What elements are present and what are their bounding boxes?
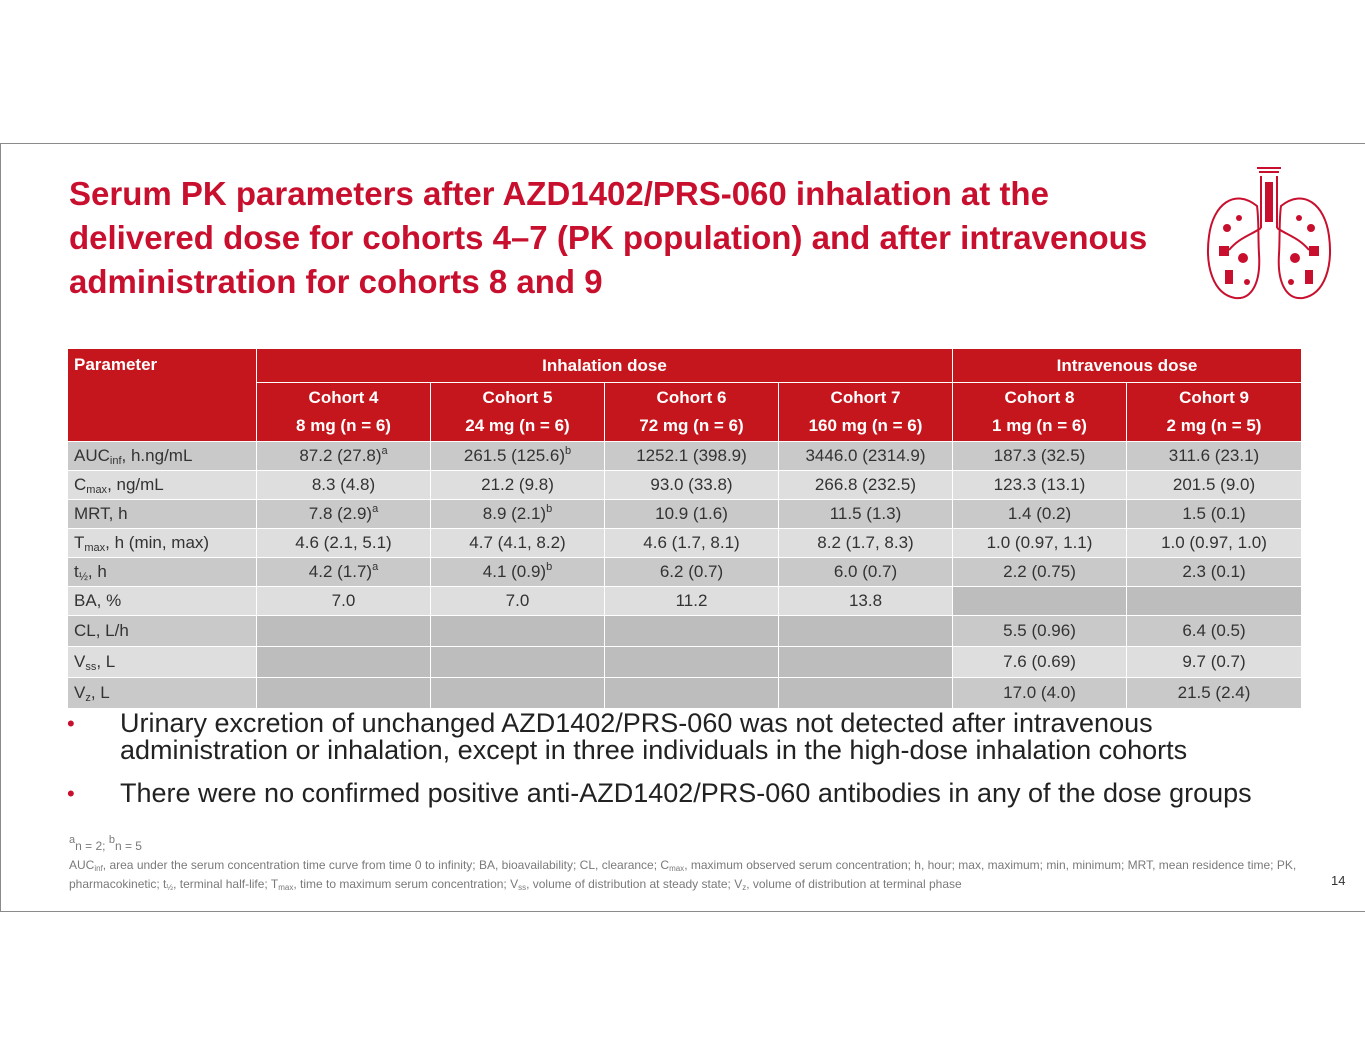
value-cell: [431, 471, 605, 500]
parameter-unit: , h.ng/mL: [121, 446, 193, 465]
value-cell: [431, 587, 605, 616]
cell-value: 8.2 (1.7, 8.3): [817, 533, 914, 552]
parameter-subscript: ½: [78, 571, 88, 583]
parameter-name: C: [74, 475, 87, 494]
table-row: [68, 678, 1302, 709]
value-cell: [431, 558, 605, 587]
empty-cell: [953, 587, 1127, 616]
bullet-text: Urinary excretion of unchanged AZD1402/PRS-060 was not detected after intravenous administration or inhalation, except in three individuals in the high-dose inhalation cohorts: [120, 708, 1188, 765]
value-cell: [779, 442, 953, 471]
parameter-cell: [68, 529, 257, 558]
cell-value: 3446.0 (2314.9): [805, 446, 926, 465]
value-cell: [779, 500, 953, 529]
cell-value: 261.5 (125.6): [463, 446, 565, 465]
cohort-name: Cohort 7: [830, 388, 901, 407]
bullet-item: [67, 780, 1287, 807]
bullet-list: [67, 710, 1287, 823]
empty-cell: [605, 647, 779, 678]
parameter-cell: [68, 558, 257, 587]
table-row: [68, 500, 1302, 529]
cell-value: 1.0 (0.97, 1.0): [1161, 533, 1267, 552]
parameter-unit: , L: [90, 683, 110, 702]
cell-value: 6.4 (0.5): [1182, 621, 1246, 640]
parameter-name: BA, %: [74, 591, 122, 610]
value-cell: [779, 558, 953, 587]
cohort-dose: 1 mg (n = 6): [992, 416, 1087, 435]
parameter-cell: [68, 500, 257, 529]
table-row: [68, 442, 1302, 471]
table-row: [68, 471, 1302, 500]
empty-cell: [431, 678, 605, 709]
parameter-subscript: z: [85, 692, 91, 704]
pk-parameters-table: [67, 348, 1302, 709]
value-cell: [257, 442, 431, 471]
cohort-dose: 8 mg (n = 6): [296, 416, 391, 435]
cell-value: 9.7 (0.7): [1182, 652, 1246, 671]
value-cell: [257, 471, 431, 500]
cohort-header: [953, 383, 1127, 442]
value-cell: [605, 529, 779, 558]
empty-cell: [431, 616, 605, 647]
cohort-header: [1127, 383, 1302, 442]
parameter-name: MRT, h: [74, 504, 128, 523]
parameter-header: Parameter: [68, 349, 257, 442]
parameter-subscript: ss: [85, 661, 97, 673]
value-cell: [605, 558, 779, 587]
cell-value: 7.0: [331, 591, 356, 610]
bullet-marker: •: [67, 711, 75, 736]
footnote-marker: a: [381, 445, 388, 457]
cell-value: 266.8 (232.5): [814, 475, 917, 494]
page-number: 14: [1331, 873, 1346, 888]
footnote-marker: b: [565, 445, 572, 457]
abbr-text: , area under the serum concentration time curve from time 0 to infinity; BA, bioavailability; CL, clearance; C: [102, 858, 670, 872]
footnote-text: n = 5: [114, 839, 142, 853]
cell-value: 17.0 (4.0): [1003, 683, 1076, 702]
cell-value: 7.0: [505, 591, 530, 610]
parameter-name: T: [74, 533, 85, 552]
abbr-text: , time to maximum serum concentration; V: [293, 877, 519, 891]
cell-value: 10.9 (1.6): [655, 504, 728, 523]
cohort-header: [779, 383, 953, 442]
table-row: [68, 558, 1302, 587]
value-cell: [1127, 616, 1302, 647]
value-cell: [257, 558, 431, 587]
value-cell: [953, 471, 1127, 500]
cell-value: 11.2: [675, 591, 708, 610]
value-cell: [431, 442, 605, 471]
cell-value: 2.2 (0.75): [1003, 562, 1076, 581]
abbr-sub: inf: [94, 864, 103, 873]
value-cell: [257, 587, 431, 616]
cell-value: 4.2 (1.7): [308, 562, 373, 581]
value-cell: [953, 647, 1127, 678]
cohort-dose: 24 mg (n = 6): [465, 416, 570, 435]
parameter-name: V: [74, 683, 86, 702]
abbr-sub: ½: [166, 883, 174, 892]
table-group-header-row: [68, 349, 1302, 383]
value-cell: [953, 616, 1127, 647]
value-cell: [431, 529, 605, 558]
empty-cell: [605, 678, 779, 709]
footnote-marker: b: [546, 503, 553, 515]
value-cell: [1127, 647, 1302, 678]
footnote-marker: b: [108, 834, 115, 846]
parameter-cell: [68, 616, 257, 647]
cell-value: 11.5 (1.3): [829, 504, 902, 523]
parameter-subscript: inf: [109, 455, 122, 467]
value-cell: [605, 471, 779, 500]
value-cell: [1127, 471, 1302, 500]
parameter-unit: , L: [96, 652, 116, 671]
value-cell: [257, 500, 431, 529]
parameter-subscript: max: [84, 542, 106, 554]
parameter-subscript: max: [86, 484, 108, 496]
abbr-text: , terminal half-life; T: [173, 877, 279, 891]
slide-title: Serum PK parameters after AZD1402/PRS-060 inhalation at the delivered dose for cohorts 4–7 (PK population) and after intravenous administration for cohorts 8 and 9: [69, 175, 1148, 300]
cell-value: 4.7 (4.1, 8.2): [469, 533, 566, 552]
footnote-text: n = 2;: [75, 839, 109, 853]
cell-value: 4.6 (1.7, 8.1): [643, 533, 740, 552]
value-cell: [953, 558, 1127, 587]
parameter-cell: [68, 471, 257, 500]
table-row: [68, 647, 1302, 678]
value-cell: [953, 529, 1127, 558]
parameter-cell: [68, 678, 257, 709]
footnote-sample-sizes: [69, 834, 142, 853]
parameter-name: AUC: [74, 446, 110, 465]
empty-cell: [605, 616, 779, 647]
bullet-text: There were no confirmed positive anti-AZD1402/PRS-060 antibodies in any of the dose groups: [120, 778, 1252, 808]
parameter-name: V: [74, 652, 86, 671]
value-cell: [779, 529, 953, 558]
table-row: [68, 529, 1302, 558]
footnote-marker: a: [372, 561, 379, 573]
cohort-name: Cohort 8: [1004, 388, 1075, 407]
cell-value: 1.0 (0.97, 1.1): [986, 533, 1093, 552]
cell-value: 21.2 (9.8): [481, 475, 554, 494]
cohort-dose: 2 mg (n = 5): [1166, 416, 1262, 435]
cell-value: 7.8 (2.9): [308, 504, 373, 523]
cell-value: 187.3 (32.5): [993, 446, 1086, 465]
intravenous-dose-header: Intravenous dose: [953, 349, 1302, 383]
slide: [0, 143, 1365, 912]
parameter-unit: , h: [87, 562, 107, 581]
cell-value: 93.0 (33.8): [650, 475, 733, 494]
cell-value: 2.3 (0.1): [1182, 562, 1246, 581]
bullet-marker: •: [67, 781, 75, 806]
cell-value: 4.1 (0.9): [482, 562, 547, 581]
empty-cell: [1127, 587, 1302, 616]
cell-value: 1.5 (0.1): [1182, 504, 1246, 523]
footnote-abbreviations: [69, 856, 1329, 894]
empty-cell: [779, 616, 953, 647]
bullet-item: [67, 710, 1287, 764]
value-cell: [257, 529, 431, 558]
value-cell: [605, 587, 779, 616]
parameter-name: t: [74, 562, 79, 581]
value-cell: [1127, 442, 1302, 471]
cell-value: 8.3 (4.8): [311, 475, 376, 494]
cell-value: 123.3 (13.1): [993, 475, 1086, 494]
cohort-header: [605, 383, 779, 442]
table-row: [68, 587, 1302, 616]
cohort-header: [431, 383, 605, 442]
value-cell: [605, 500, 779, 529]
abbr-sub: max: [669, 864, 685, 873]
cell-value: 87.2 (27.8): [299, 446, 382, 465]
abbr-sub: z: [742, 883, 747, 892]
cell-value: 13.8: [848, 591, 883, 610]
cohort-name: Cohort 4: [308, 388, 379, 407]
cell-value: 21.5 (2.4): [1177, 683, 1251, 702]
value-cell: [1127, 558, 1302, 587]
footnote-marker: b: [546, 561, 553, 573]
empty-cell: [431, 647, 605, 678]
cell-value: 311.6 (23.1): [1168, 446, 1260, 465]
parameter-cell: [68, 442, 257, 471]
cell-value: 4.6 (2.1, 5.1): [295, 533, 392, 552]
cohort-dose: 160 mg (n = 6): [808, 416, 923, 435]
cell-value: 201.5 (9.0): [1172, 475, 1256, 494]
empty-cell: [257, 647, 431, 678]
value-cell: [1127, 678, 1302, 709]
cell-value: 1252.1 (398.9): [636, 446, 747, 465]
value-cell: [431, 500, 605, 529]
parameter-cell: [68, 587, 257, 616]
value-cell: [953, 500, 1127, 529]
abbr-sub: ss: [518, 883, 527, 892]
abbr-text: , volume of distribution at steady state; V: [526, 877, 743, 891]
parameter-name: CL, L/h: [74, 621, 129, 640]
empty-cell: [257, 678, 431, 709]
lung-illustration-icon: [1199, 158, 1339, 308]
table-row: [68, 616, 1302, 647]
cell-value: 1.4 (0.2): [1007, 504, 1072, 523]
cell-value: 5.5 (0.96): [1003, 621, 1076, 640]
empty-cell: [257, 616, 431, 647]
cohort-name: Cohort 5: [482, 388, 553, 407]
value-cell: [779, 587, 953, 616]
cell-value: 7.6 (0.69): [1003, 652, 1076, 671]
parameter-cell: [68, 647, 257, 678]
value-cell: [1127, 529, 1302, 558]
inhalation-dose-header: Inhalation dose: [257, 349, 953, 383]
cell-value: 6.0 (0.7): [833, 562, 898, 581]
empty-cell: [779, 647, 953, 678]
cohort-dose: 72 mg (n = 6): [639, 416, 744, 435]
value-cell: [953, 678, 1127, 709]
cohort-name: Cohort 6: [656, 388, 727, 407]
value-cell: [953, 442, 1127, 471]
parameter-unit: , ng/mL: [107, 475, 164, 494]
footnote-marker: a: [372, 503, 379, 515]
empty-cell: [779, 678, 953, 709]
cell-value: 8.9 (2.1): [482, 504, 547, 523]
footnote-marker: a: [69, 834, 76, 846]
cohort-name: Cohort 9: [1179, 388, 1249, 407]
abbr-text: , volume of distribution at terminal phase: [746, 877, 962, 891]
cohort-header: [257, 383, 431, 442]
value-cell: [779, 471, 953, 500]
cell-value: 6.2 (0.7): [659, 562, 724, 581]
parameter-unit: , h (min, max): [105, 533, 210, 552]
abbr-text: AUC: [69, 858, 95, 872]
value-cell: [1127, 500, 1302, 529]
abbr-text: , maximum observed serum concentration; h, hour; max, maximum; min, minimum; MRT, mean residence time; PK, pharmacokinetic; t: [69, 858, 1297, 891]
abbr-sub: max: [278, 883, 294, 892]
value-cell: [605, 442, 779, 471]
